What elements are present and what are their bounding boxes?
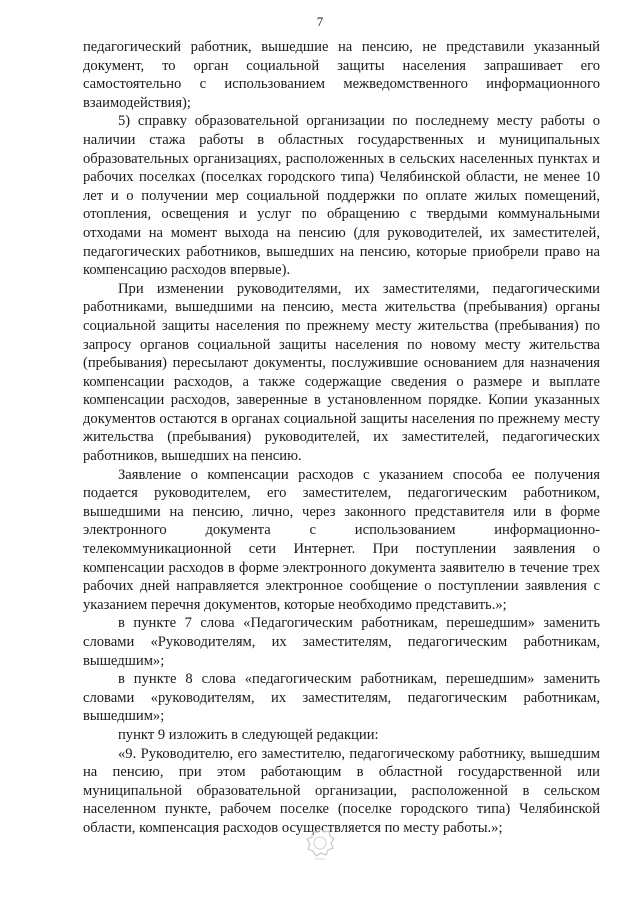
- paragraph-item-5: 5) справку образовательной организации по последнему месту работы о наличии стажа работы в областных государственных и муниципальных образовательных организациях, расположенных в сельских населенных пунктах и рабочих поселках (поселках городского типа) Челябинской области, не менее 10 лет и о получении мер социальной поддержки по оплате жилых помещений, отопления, освещения и услуг по обращению с твердыми коммунальными отходами на момент выхода на пенсию (для руководителей, их заместителей, педагогических работников, вышедших на пенсию, которые приобрели право на компенсацию расходов впервые).: [83, 113, 600, 279]
- paragraph-application: Заявление о компенсации расходов с указанием способа ее получения подается руководителем, его заместителем, педагогическим работником, вышедшими на пенсию, лично, через законного представителя или в форме электронного документа с использованием информационно-телекоммуникационной сети Интернет. При поступлении заявления о компенсации расходов в форме электронного документа заявителю в течение трех рабочих дней направляется электронное сообщение о поступлении заявления с указанием перечня документов, которые необходимо представить.»;: [83, 466, 600, 613]
- paragraph-continuation: педагогический работник, вышедшие на пенсию, не представили указанный документ, то орган социальной защиты населения запрашивает его самостоятельно с использованием межведомственного информационного взаимодействия);: [83, 39, 600, 111]
- page-number: 7: [316, 14, 324, 29]
- paragraph-point-9-intro: пункт 9 изложить в следующей редакции:: [118, 726, 379, 743]
- paragraph-point-8: в пункте 8 слова «педагогическим работникам, перешедшим» заменить словами «руководителям, их заместителям, педагогическим работникам, вышедшим»;: [83, 671, 600, 725]
- paragraph-point-7: в пункте 7 слова «Педагогическим работникам, перешедшим» заменить словами «Руководителям, их заместителям, педагогическим работникам, вышедшим»;: [83, 615, 600, 669]
- paragraph-residence-change: При изменении руководителями, их заместителями, педагогическими работниками, вышедшими на пенсию, места жительства (пребывания) органы социальной защиты населения по прежнему месту жительства (пребывания) по запросу органов социальной защиты населения по новому месту жительства (пребывания) пересылают документы, послужившие основанием для назначения компенсации расходов, а также содержащие сведения о размере и выплате компенсации расходов, заверенные в установленном порядке. Копии указанных документов остаются в органах социальной защиты населения по прежнему месту жительства (пребывания) руководителей, их заместителей, педагогических работников, вышедших на пенсию.: [83, 280, 600, 465]
- document-body: [83, 38, 600, 838]
- paragraph-point-9-text: «9. Руководителю, его заместителю, педагогическому работнику, вышедшим на пенсию, при этом работающим в областной государственной или муниципальной образовательной организации, расположенной в сельском населенном пункте, рабочем поселке (поселке городского типа) Челябинской области, компенсация расходов осуществляется по месту работы.»;: [83, 745, 600, 836]
- official-seal-icon: [300, 824, 340, 864]
